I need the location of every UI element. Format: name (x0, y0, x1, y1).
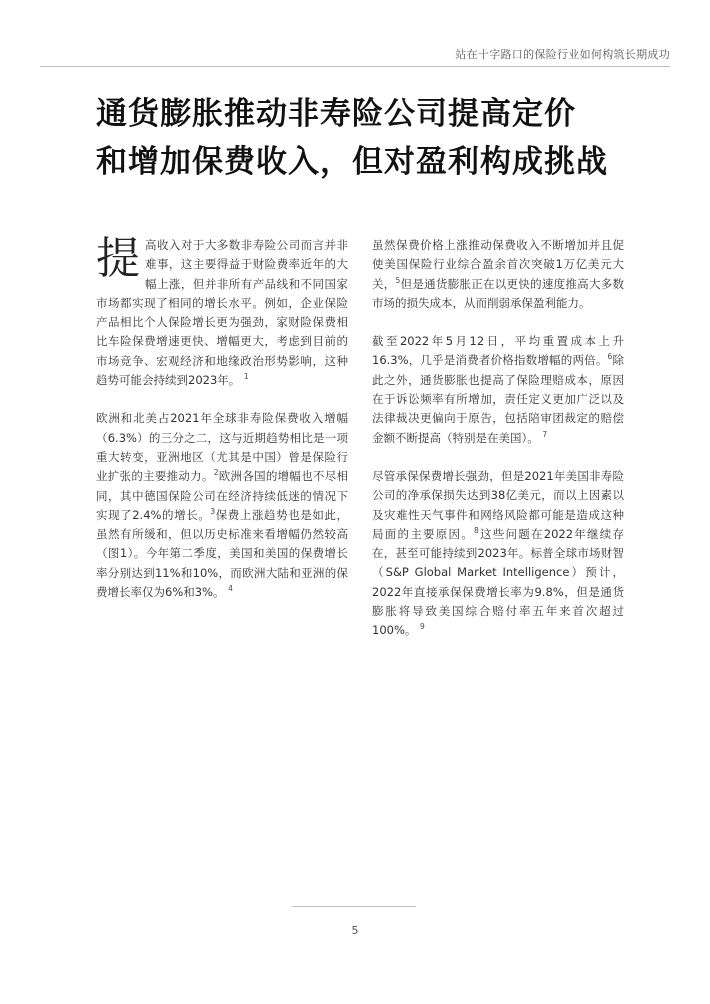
footnote-ref: 5 (395, 275, 401, 285)
page-title (96, 90, 656, 186)
right-column (372, 236, 624, 660)
footnote-ref: 6 (607, 352, 613, 362)
paragraph-europe-north-america (96, 409, 348, 602)
paragraph-text: 高收入对于大多数非寿险公司而言并非难事，这主要得益于财险费率近年的大幅上涨，但并非所有产品线和不同国家市场都实现了相同的增长水平。例如，企业保险产品相比个人保险增长更为强劲，家财险保费相比车险保费增速更快、增幅更大，考虑到目前的市场竞争、宏观经济和地缘政治形势影响，这种趋势可能会持续到2023年。 (96, 238, 348, 388)
paragraph-underwriting-loss (372, 467, 624, 641)
paragraph-text: 欧洲各国的增幅也不尽相同，其中德国保险公司在经济持续低迷的情况下实现了2.4%的增长。 (96, 469, 349, 522)
left-column (96, 233, 349, 621)
page-title-line-2: 和增加保费收入，但对盈利构成挑战 (96, 144, 608, 180)
footnote-ref: 3 (210, 507, 216, 517)
paragraph-text: 这些问题在2022年继续存在，甚至可能持续到2023年。标普全球市场财智（S&P Global Market Intelligence）预计，2022年直接承保保费增长率为9.8%，但是通货膨胀将导致美国综合赔付率五年来首次超过100%。 (372, 526, 625, 638)
paragraph-text: 虽然保费价格上涨推动保费收入不断增加并且促使美国保险行业综合盈余首次突破1万亿美元大关， (372, 238, 624, 291)
page-number: 5 (351, 924, 359, 937)
footnote-ref: 1 (243, 372, 249, 382)
paragraph-premium-surplus (372, 236, 624, 313)
page-title-line-1: 通货膨胀推动非寿险公司提高定价 (96, 96, 576, 132)
paragraph-text: 但是通货膨胀正在以更快的速度推高大多数市场的损失成本，从而削弱承保盈利能力。 (372, 276, 624, 310)
running-header: 站在十字路口的保险行业如何构筑长期成功 (455, 48, 670, 61)
paragraph-text: 截至2022年5月12日，平均重置成本上升16.3%，几乎是消费者价格指数增幅的两倍。 (372, 334, 624, 368)
footnote-ref: 2 (213, 468, 219, 478)
footnote-ref: 9 (420, 622, 425, 632)
paragraph-text: 欧洲和北美占2021年全球非寿险保费收入增幅（6.3%）的三分之二，这与近期趋势相比是一项重大转变，亚洲地区（尤其是中国）曾是保险行业扩张的主要推动力。 (96, 411, 348, 484)
paragraph-text: 尽管承保保费增长强劲，但是2021年美国非寿险公司的净承保损失达到38亿美元，而以上因素以及灾难性天气事件和网络风险都可能是造成这种局面的主要原因。 (372, 468, 624, 541)
footnote-ref: 7 (542, 429, 548, 439)
header-divider (40, 66, 670, 67)
footnote-ref: 4 (228, 584, 233, 594)
paragraph-text: 除此之外，通货膨胀也提高了保险理赔成本，原因在于诉讼频率有所增加，责任定义更加广泛以及法律裁决更偏向于原告，包括陪审团裁定的赔偿金额不断提高（特别是在美国）。 (372, 353, 625, 445)
paragraph-text: 保费上涨趋势也是如此，虽然有所缓和，但以历史标准来看增幅仍然较高（图1）。今年第二季度，美国和美国的保费增长率分别达到11%和10%，而欧洲大陆和亚洲的保费增长率仅为6%和3%。 (96, 507, 349, 600)
footnote-ref: 8 (473, 526, 479, 536)
paragraph-intro (96, 233, 348, 390)
footer-divider (292, 906, 416, 907)
drop-cap: 提 (96, 233, 140, 284)
paragraph-replacement-cost (372, 332, 624, 448)
